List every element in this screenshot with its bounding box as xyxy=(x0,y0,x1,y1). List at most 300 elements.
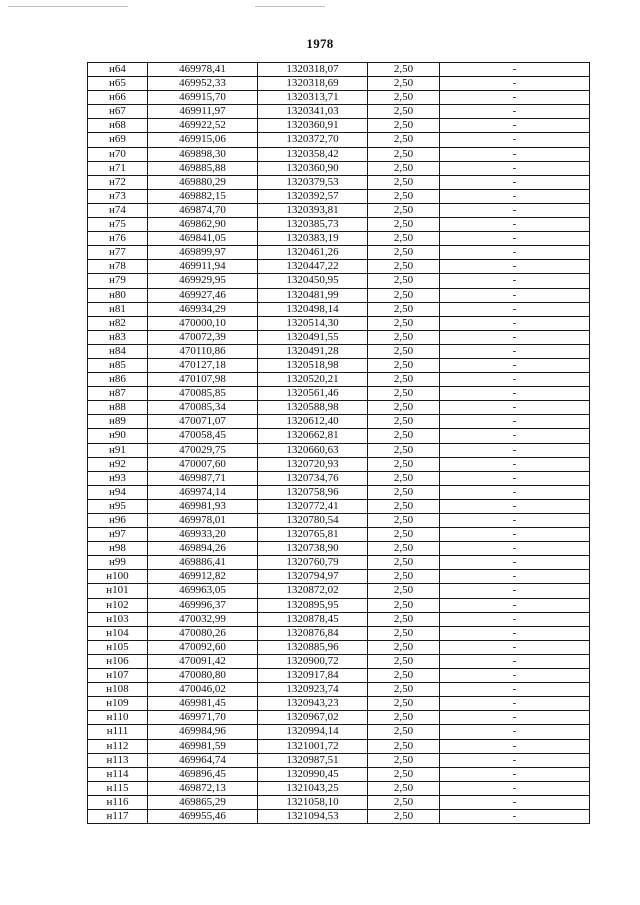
accuracy-cell: 2,50 xyxy=(368,767,440,781)
table-row xyxy=(88,767,590,781)
table-row xyxy=(88,260,590,274)
table-row xyxy=(88,147,590,161)
y-coordinate-cell: 1320734,76 xyxy=(258,471,368,485)
accuracy-cell: 2,50 xyxy=(368,570,440,584)
accuracy-cell: 2,50 xyxy=(368,133,440,147)
x-coordinate-cell: 469874,70 xyxy=(148,203,258,217)
accuracy-cell: 2,50 xyxy=(368,443,440,457)
table-row xyxy=(88,683,590,697)
table-row xyxy=(88,373,590,387)
point-id-cell: н106 xyxy=(88,654,148,668)
table-row xyxy=(88,711,590,725)
accuracy-cell: 2,50 xyxy=(368,739,440,753)
accuracy-cell: 2,50 xyxy=(368,344,440,358)
point-id-cell: н67 xyxy=(88,105,148,119)
x-coordinate-cell: 469927,46 xyxy=(148,288,258,302)
accuracy-cell: 2,50 xyxy=(368,598,440,612)
accuracy-cell: 2,50 xyxy=(368,429,440,443)
point-id-cell: н68 xyxy=(88,119,148,133)
y-coordinate-cell: 1320520,21 xyxy=(258,373,368,387)
table-row xyxy=(88,528,590,542)
point-id-cell: н111 xyxy=(88,725,148,739)
x-coordinate-cell: 469978,41 xyxy=(148,63,258,77)
point-id-cell: н94 xyxy=(88,485,148,499)
table-row xyxy=(88,471,590,485)
accuracy-cell: 2,50 xyxy=(368,485,440,499)
y-coordinate-cell: 1320895,95 xyxy=(258,598,368,612)
accuracy-cell: 2,50 xyxy=(368,189,440,203)
y-coordinate-cell: 1320461,26 xyxy=(258,246,368,260)
accuracy-cell: 2,50 xyxy=(368,175,440,189)
y-coordinate-cell: 1320917,84 xyxy=(258,669,368,683)
x-coordinate-cell: 470032,99 xyxy=(148,612,258,626)
table-row xyxy=(88,401,590,415)
y-coordinate-cell: 1320660,63 xyxy=(258,443,368,457)
accuracy-cell: 2,50 xyxy=(368,77,440,91)
table-row xyxy=(88,344,590,358)
accuracy-cell: 2,50 xyxy=(368,640,440,654)
y-coordinate-cell: 1321043,25 xyxy=(258,781,368,795)
x-coordinate-cell: 469898,30 xyxy=(148,147,258,161)
y-coordinate-cell: 1320876,84 xyxy=(258,626,368,640)
note-cell: - xyxy=(440,401,590,415)
table-row xyxy=(88,302,590,316)
y-coordinate-cell: 1320772,41 xyxy=(258,499,368,513)
x-coordinate-cell: 469915,06 xyxy=(148,133,258,147)
note-cell: - xyxy=(440,175,590,189)
note-cell: - xyxy=(440,514,590,528)
table-row xyxy=(88,358,590,372)
x-coordinate-cell: 469987,71 xyxy=(148,471,258,485)
table-row xyxy=(88,457,590,471)
note-cell: - xyxy=(440,781,590,795)
point-id-cell: н74 xyxy=(88,203,148,217)
point-id-cell: н104 xyxy=(88,626,148,640)
accuracy-cell: 2,50 xyxy=(368,753,440,767)
table-row xyxy=(88,626,590,640)
note-cell: - xyxy=(440,725,590,739)
x-coordinate-cell: 469922,52 xyxy=(148,119,258,133)
y-coordinate-cell: 1320383,19 xyxy=(258,232,368,246)
x-coordinate-cell: 469911,97 xyxy=(148,105,258,119)
y-coordinate-cell: 1320514,30 xyxy=(258,316,368,330)
note-cell: - xyxy=(440,584,590,598)
note-cell: - xyxy=(440,598,590,612)
point-id-cell: н64 xyxy=(88,63,148,77)
accuracy-cell: 2,50 xyxy=(368,288,440,302)
table-row xyxy=(88,161,590,175)
point-id-cell: н98 xyxy=(88,542,148,556)
y-coordinate-cell: 1320662,81 xyxy=(258,429,368,443)
accuracy-cell: 2,50 xyxy=(368,105,440,119)
table-row xyxy=(88,739,590,753)
y-coordinate-cell: 1320360,91 xyxy=(258,119,368,133)
x-coordinate-cell: 470085,34 xyxy=(148,401,258,415)
point-id-cell: н107 xyxy=(88,669,148,683)
accuracy-cell: 2,50 xyxy=(368,274,440,288)
point-id-cell: н91 xyxy=(88,443,148,457)
note-cell: - xyxy=(440,697,590,711)
x-coordinate-cell: 470127,18 xyxy=(148,358,258,372)
note-cell: - xyxy=(440,344,590,358)
table-row xyxy=(88,203,590,217)
x-coordinate-cell: 469841,05 xyxy=(148,232,258,246)
y-coordinate-cell: 1320341,03 xyxy=(258,105,368,119)
x-coordinate-cell: 469896,45 xyxy=(148,767,258,781)
accuracy-cell: 2,50 xyxy=(368,725,440,739)
scan-artifact-line xyxy=(8,6,128,7)
point-id-cell: н80 xyxy=(88,288,148,302)
point-id-cell: н76 xyxy=(88,232,148,246)
x-coordinate-cell: 469981,45 xyxy=(148,697,258,711)
table-row xyxy=(88,640,590,654)
point-id-cell: н100 xyxy=(88,570,148,584)
y-coordinate-cell: 1320481,99 xyxy=(258,288,368,302)
y-coordinate-cell: 1320518,98 xyxy=(258,358,368,372)
table-row xyxy=(88,218,590,232)
point-id-cell: н110 xyxy=(88,711,148,725)
point-id-cell: н77 xyxy=(88,246,148,260)
x-coordinate-cell: 469862,90 xyxy=(148,218,258,232)
note-cell: - xyxy=(440,443,590,457)
note-cell: - xyxy=(440,189,590,203)
accuracy-cell: 2,50 xyxy=(368,302,440,316)
y-coordinate-cell: 1320990,45 xyxy=(258,767,368,781)
table-row xyxy=(88,485,590,499)
x-coordinate-cell: 470058,45 xyxy=(148,429,258,443)
accuracy-cell: 2,50 xyxy=(368,514,440,528)
note-cell: - xyxy=(440,133,590,147)
y-coordinate-cell: 1320994,14 xyxy=(258,725,368,739)
accuracy-cell: 2,50 xyxy=(368,669,440,683)
table-row xyxy=(88,316,590,330)
point-id-cell: н83 xyxy=(88,330,148,344)
y-coordinate-cell: 1320318,07 xyxy=(258,63,368,77)
x-coordinate-cell: 470092,60 xyxy=(148,640,258,654)
y-coordinate-cell: 1320313,71 xyxy=(258,91,368,105)
x-coordinate-cell: 470000,10 xyxy=(148,316,258,330)
y-coordinate-cell: 1320450,95 xyxy=(258,274,368,288)
accuracy-cell: 2,50 xyxy=(368,556,440,570)
table-row xyxy=(88,612,590,626)
table-row xyxy=(88,119,590,133)
table-row xyxy=(88,753,590,767)
note-cell: - xyxy=(440,683,590,697)
accuracy-cell: 2,50 xyxy=(368,218,440,232)
page-number: 1978 xyxy=(306,36,334,51)
table-row xyxy=(88,91,590,105)
accuracy-cell: 2,50 xyxy=(368,373,440,387)
point-id-cell: н72 xyxy=(88,175,148,189)
x-coordinate-cell: 469886,41 xyxy=(148,556,258,570)
x-coordinate-cell: 469933,20 xyxy=(148,528,258,542)
accuracy-cell: 2,50 xyxy=(368,232,440,246)
note-cell: - xyxy=(440,203,590,217)
x-coordinate-cell: 469912,82 xyxy=(148,570,258,584)
table-row xyxy=(88,556,590,570)
accuracy-cell: 2,50 xyxy=(368,795,440,809)
x-coordinate-cell: 469955,46 xyxy=(148,809,258,823)
scan-artifact-line xyxy=(255,6,325,7)
y-coordinate-cell: 1320758,96 xyxy=(258,485,368,499)
x-coordinate-cell: 469963,05 xyxy=(148,584,258,598)
point-id-cell: н95 xyxy=(88,499,148,513)
table-row xyxy=(88,542,590,556)
point-id-cell: н70 xyxy=(88,147,148,161)
y-coordinate-cell: 1320943,23 xyxy=(258,697,368,711)
note-cell: - xyxy=(440,528,590,542)
table-row xyxy=(88,77,590,91)
accuracy-cell: 2,50 xyxy=(368,697,440,711)
x-coordinate-cell: 470007,60 xyxy=(148,457,258,471)
table-row xyxy=(88,189,590,203)
note-cell: - xyxy=(440,570,590,584)
point-id-cell: н114 xyxy=(88,767,148,781)
note-cell: - xyxy=(440,302,590,316)
x-coordinate-cell: 470080,26 xyxy=(148,626,258,640)
point-id-cell: н103 xyxy=(88,612,148,626)
note-cell: - xyxy=(440,105,590,119)
table-row xyxy=(88,105,590,119)
note-cell: - xyxy=(440,147,590,161)
x-coordinate-cell: 469865,29 xyxy=(148,795,258,809)
y-coordinate-cell: 1320392,57 xyxy=(258,189,368,203)
y-coordinate-cell: 1320738,90 xyxy=(258,542,368,556)
x-coordinate-cell: 470107,98 xyxy=(148,373,258,387)
point-id-cell: н85 xyxy=(88,358,148,372)
table-row xyxy=(88,795,590,809)
y-coordinate-cell: 1320498,14 xyxy=(258,302,368,316)
x-coordinate-cell: 469964,74 xyxy=(148,753,258,767)
note-cell: - xyxy=(440,654,590,668)
y-coordinate-cell: 1320967,02 xyxy=(258,711,368,725)
y-coordinate-cell: 1320885,96 xyxy=(258,640,368,654)
note-cell: - xyxy=(440,288,590,302)
table-row xyxy=(88,584,590,598)
y-coordinate-cell: 1320765,81 xyxy=(258,528,368,542)
point-id-cell: н102 xyxy=(88,598,148,612)
point-id-cell: н65 xyxy=(88,77,148,91)
x-coordinate-cell: 469882,15 xyxy=(148,189,258,203)
y-coordinate-cell: 1320385,73 xyxy=(258,218,368,232)
x-coordinate-cell: 469934,29 xyxy=(148,302,258,316)
accuracy-cell: 2,50 xyxy=(368,63,440,77)
point-id-cell: н101 xyxy=(88,584,148,598)
note-cell: - xyxy=(440,556,590,570)
note-cell: - xyxy=(440,77,590,91)
note-cell: - xyxy=(440,711,590,725)
table-row xyxy=(88,288,590,302)
y-coordinate-cell: 1320358,42 xyxy=(258,147,368,161)
table-row xyxy=(88,514,590,528)
note-cell: - xyxy=(440,274,590,288)
x-coordinate-cell: 470091,42 xyxy=(148,654,258,668)
point-id-cell: н99 xyxy=(88,556,148,570)
accuracy-cell: 2,50 xyxy=(368,246,440,260)
note-cell: - xyxy=(440,626,590,640)
table-row xyxy=(88,669,590,683)
y-coordinate-cell: 1320318,69 xyxy=(258,77,368,91)
accuracy-cell: 2,50 xyxy=(368,584,440,598)
x-coordinate-cell: 469974,14 xyxy=(148,485,258,499)
table-row xyxy=(88,387,590,401)
table-row xyxy=(88,246,590,260)
accuracy-cell: 2,50 xyxy=(368,626,440,640)
table-row xyxy=(88,232,590,246)
y-coordinate-cell: 1320987,51 xyxy=(258,753,368,767)
table-row xyxy=(88,499,590,513)
table-row xyxy=(88,697,590,711)
note-cell: - xyxy=(440,358,590,372)
point-id-cell: н92 xyxy=(88,457,148,471)
y-coordinate-cell: 1321001,72 xyxy=(258,739,368,753)
y-coordinate-cell: 1320878,45 xyxy=(258,612,368,626)
x-coordinate-cell: 470029,75 xyxy=(148,443,258,457)
note-cell: - xyxy=(440,119,590,133)
note-cell: - xyxy=(440,767,590,781)
note-cell: - xyxy=(440,612,590,626)
point-id-cell: н93 xyxy=(88,471,148,485)
point-id-cell: н112 xyxy=(88,739,148,753)
y-coordinate-cell: 1320379,53 xyxy=(258,175,368,189)
x-coordinate-cell: 469872,13 xyxy=(148,781,258,795)
accuracy-cell: 2,50 xyxy=(368,147,440,161)
table-body xyxy=(88,63,590,824)
x-coordinate-cell: 470085,85 xyxy=(148,387,258,401)
accuracy-cell: 2,50 xyxy=(368,528,440,542)
y-coordinate-cell: 1320760,79 xyxy=(258,556,368,570)
x-coordinate-cell: 469984,96 xyxy=(148,725,258,739)
accuracy-cell: 2,50 xyxy=(368,260,440,274)
note-cell: - xyxy=(440,232,590,246)
y-coordinate-cell: 1320900,72 xyxy=(258,654,368,668)
accuracy-cell: 2,50 xyxy=(368,499,440,513)
accuracy-cell: 2,50 xyxy=(368,119,440,133)
x-coordinate-cell: 469911,94 xyxy=(148,260,258,274)
y-coordinate-cell: 1320612,40 xyxy=(258,415,368,429)
accuracy-cell: 2,50 xyxy=(368,358,440,372)
point-id-cell: н73 xyxy=(88,189,148,203)
accuracy-cell: 2,50 xyxy=(368,654,440,668)
note-cell: - xyxy=(440,316,590,330)
accuracy-cell: 2,50 xyxy=(368,471,440,485)
y-coordinate-cell: 1320491,28 xyxy=(258,344,368,358)
x-coordinate-cell: 470046,02 xyxy=(148,683,258,697)
x-coordinate-cell: 469978,01 xyxy=(148,514,258,528)
x-coordinate-cell: 469894,26 xyxy=(148,542,258,556)
x-coordinate-cell: 469981,93 xyxy=(148,499,258,513)
accuracy-cell: 2,50 xyxy=(368,612,440,626)
note-cell: - xyxy=(440,260,590,274)
accuracy-cell: 2,50 xyxy=(368,401,440,415)
x-coordinate-cell: 469981,59 xyxy=(148,739,258,753)
y-coordinate-cell: 1320780,54 xyxy=(258,514,368,528)
table-row xyxy=(88,429,590,443)
point-id-cell: н89 xyxy=(88,415,148,429)
x-coordinate-cell: 469915,70 xyxy=(148,91,258,105)
accuracy-cell: 2,50 xyxy=(368,330,440,344)
table-row xyxy=(88,570,590,584)
accuracy-cell: 2,50 xyxy=(368,457,440,471)
note-cell: - xyxy=(440,795,590,809)
point-id-cell: н78 xyxy=(88,260,148,274)
accuracy-cell: 2,50 xyxy=(368,91,440,105)
accuracy-cell: 2,50 xyxy=(368,203,440,217)
note-cell: - xyxy=(440,457,590,471)
note-cell: - xyxy=(440,485,590,499)
y-coordinate-cell: 1320447,22 xyxy=(258,260,368,274)
table-row xyxy=(88,598,590,612)
accuracy-cell: 2,50 xyxy=(368,683,440,697)
y-coordinate-cell: 1321058,10 xyxy=(258,795,368,809)
y-coordinate-cell: 1320491,55 xyxy=(258,330,368,344)
note-cell: - xyxy=(440,246,590,260)
table-row xyxy=(88,415,590,429)
point-id-cell: н97 xyxy=(88,528,148,542)
y-coordinate-cell: 1320872,02 xyxy=(258,584,368,598)
table-row xyxy=(88,175,590,189)
x-coordinate-cell: 469899,97 xyxy=(148,246,258,260)
point-id-cell: н75 xyxy=(88,218,148,232)
note-cell: - xyxy=(440,63,590,77)
y-coordinate-cell: 1321094,53 xyxy=(258,809,368,823)
accuracy-cell: 2,50 xyxy=(368,415,440,429)
x-coordinate-cell: 470072,39 xyxy=(148,330,258,344)
accuracy-cell: 2,50 xyxy=(368,387,440,401)
note-cell: - xyxy=(440,161,590,175)
point-id-cell: н117 xyxy=(88,809,148,823)
point-id-cell: н90 xyxy=(88,429,148,443)
table-row xyxy=(88,133,590,147)
x-coordinate-cell: 470110,86 xyxy=(148,344,258,358)
point-id-cell: н96 xyxy=(88,514,148,528)
accuracy-cell: 2,50 xyxy=(368,711,440,725)
point-id-cell: н82 xyxy=(88,316,148,330)
point-id-cell: н84 xyxy=(88,344,148,358)
note-cell: - xyxy=(440,753,590,767)
table-row xyxy=(88,654,590,668)
x-coordinate-cell: 469880,29 xyxy=(148,175,258,189)
x-coordinate-cell: 469996,37 xyxy=(148,598,258,612)
x-coordinate-cell: 469885,88 xyxy=(148,161,258,175)
table-row xyxy=(88,330,590,344)
point-id-cell: н86 xyxy=(88,373,148,387)
point-id-cell: н87 xyxy=(88,387,148,401)
coordinates-table xyxy=(87,62,590,824)
x-coordinate-cell: 470071,07 xyxy=(148,415,258,429)
note-cell: - xyxy=(440,387,590,401)
note-cell: - xyxy=(440,373,590,387)
point-id-cell: н66 xyxy=(88,91,148,105)
accuracy-cell: 2,50 xyxy=(368,161,440,175)
y-coordinate-cell: 1320923,74 xyxy=(258,683,368,697)
y-coordinate-cell: 1320372,70 xyxy=(258,133,368,147)
note-cell: - xyxy=(440,471,590,485)
x-coordinate-cell: 469952,33 xyxy=(148,77,258,91)
note-cell: - xyxy=(440,415,590,429)
x-coordinate-cell: 470080,80 xyxy=(148,669,258,683)
table-row xyxy=(88,274,590,288)
x-coordinate-cell: 469971,70 xyxy=(148,711,258,725)
note-cell: - xyxy=(440,429,590,443)
point-id-cell: н108 xyxy=(88,683,148,697)
note-cell: - xyxy=(440,91,590,105)
note-cell: - xyxy=(440,330,590,344)
point-id-cell: н69 xyxy=(88,133,148,147)
point-id-cell: н113 xyxy=(88,753,148,767)
point-id-cell: н116 xyxy=(88,795,148,809)
table-row xyxy=(88,725,590,739)
